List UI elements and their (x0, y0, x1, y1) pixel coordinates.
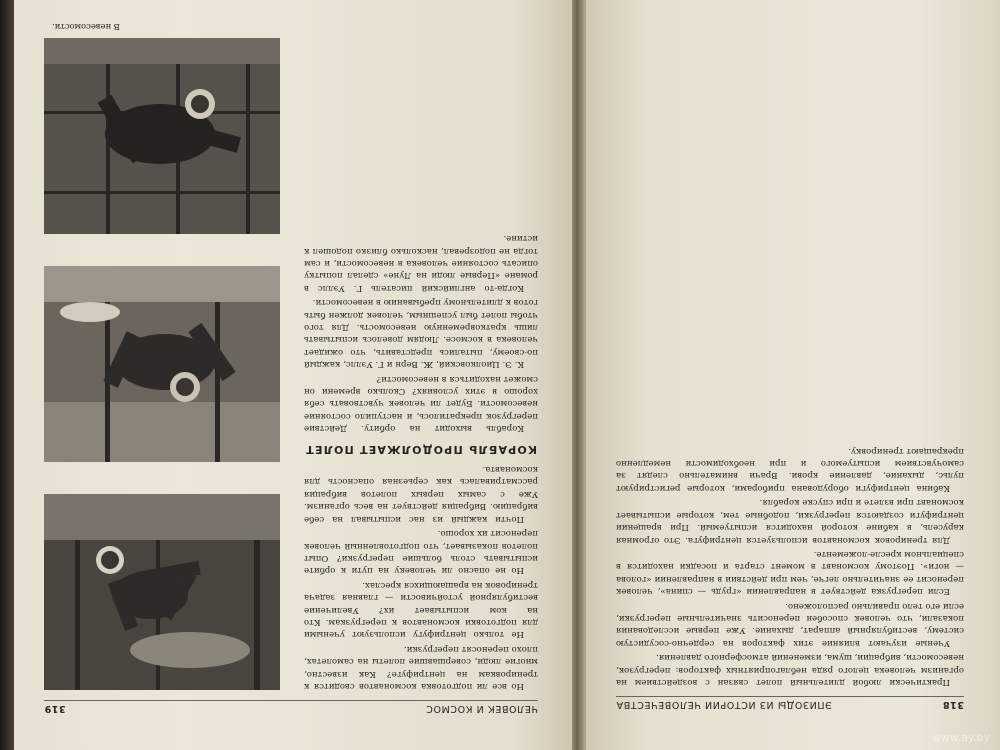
paragraph: К. Э. Циолковский, Ж. Верн и Г. Уэллс, каждый по-своему, пытались представить, что ожидает человека в космосе. Людям довелось испытывать лишь кратковременную невесомость. Для того чтобы полет был успешным, человек должен быть готов к длительному пребыванию в невесомости. (304, 297, 538, 370)
paragraph: Ученые изучают влияние этих факторов на сердечно-сосудистую систему, вестибулярный аппарат, дыхание. Уже первые исследования показали, что человек способен переносить значительные перегрузки, если его тело правильно расположено. (616, 600, 964, 648)
page-number-319: 319 (44, 703, 66, 714)
paragraph: Когда-то английский писатель Г. Уэллс в романе «Первые люди на Луне» сделал попытку описать состояние человека в невесомости, и сам тогда не подозревал, насколько близко подошел к истине. (304, 233, 538, 293)
photo-weightless-3 (44, 38, 280, 234)
watermark: www.ay.by (931, 731, 990, 744)
page-319-text (304, 38, 538, 692)
running-head-right-page (616, 696, 964, 710)
page-319-columns (44, 38, 538, 692)
paragraph: Практически любой длительный полет связан с воздействием на организм человека целого ряда неблагоприятных факторов: перегрузок, невесомости, вибрации, шума, изменений атмосферного давления. (616, 652, 964, 687)
paragraph: Для тренировок космонавтов используется центрифуга. Это огромная карусель, в кабине которой находится испытуемый. При вращении центрифуги создаются перегрузки, подобные тем, которые испытывает космонавт при взлете и при спуске корабля. (616, 497, 964, 545)
paragraph: Не только центрифугу используют учеными для подготовки космонавтов к перегрузкам. Кто на ком испытывает их? Увеличение вестибулярной устойчивости — главная задача тренировок на вращающихся креслах. (304, 579, 538, 640)
page-319 (14, 0, 572, 750)
paragraph: Кабина центрифуги оборудована приборами, которые регистрируют пульс, дыхание, давление крови. Врачи внимательно следят за самочувствием испытуемого и при необходимости немедленно прекращают тренировку. (616, 445, 964, 493)
paragraph: Но не опасно ли человеку на пути к орбите испытывать столь большие перегрузки? Опыт полетов показывает, что подготовленный человек переносит их хорошо. (304, 528, 538, 576)
photo-caption-footnote: В невесомости. (52, 22, 120, 32)
page-318-text (616, 444, 964, 688)
paragraph: Но все ли подготовка космонавтов сводится к тренировкам на центрифуге? Как известно, многие люди, совершавшие полеты на самолетах, плохо переносят перегрузки. (304, 643, 538, 691)
running-head-title-319: ЧЕЛОВЕК И КОСМОС (425, 703, 538, 714)
page-318 (584, 0, 1000, 750)
page-number-318: 318 (942, 699, 964, 710)
running-head-title-318: ЭПИЗОДЫ ИЗ ИСТОРИИ ЧЕЛОВЕЧЕСТВА (616, 699, 832, 710)
photo-column (44, 38, 280, 692)
photo-weightless-2 (44, 266, 280, 462)
running-head-left-page (44, 700, 538, 714)
paragraph: Корабль выходит на орбиту. Действие перегрузок прекратилось, и наступило состояние невесомости. Будет ли человек чувствовать себя хорошо в этих условиях? Сколько времени он сможет находиться в невесомости? (304, 373, 538, 434)
paragraph: Если перегрузка действует в направлении «грудь — спина», человек переносит ее значительно легче, чем при действии в направлении «голова — ноги». Поэтому космонавт в момент старта и посадки находится в специальном кресле-ложементе. (616, 548, 964, 597)
section-heading: КОРАБЛЬ ПРОДОЛЖАЕТ ПОЛЕТ (305, 442, 537, 456)
photo-weightless-1 (44, 494, 280, 690)
open-book-spread (14, 0, 1000, 750)
paragraph: Почти каждый из нас испытывал на себе вибрацию. Вибрация действует на весь организм. Уже с самых первых полетов вибрация рассматривалась как серьезная опасность для космонавта. (304, 464, 538, 524)
